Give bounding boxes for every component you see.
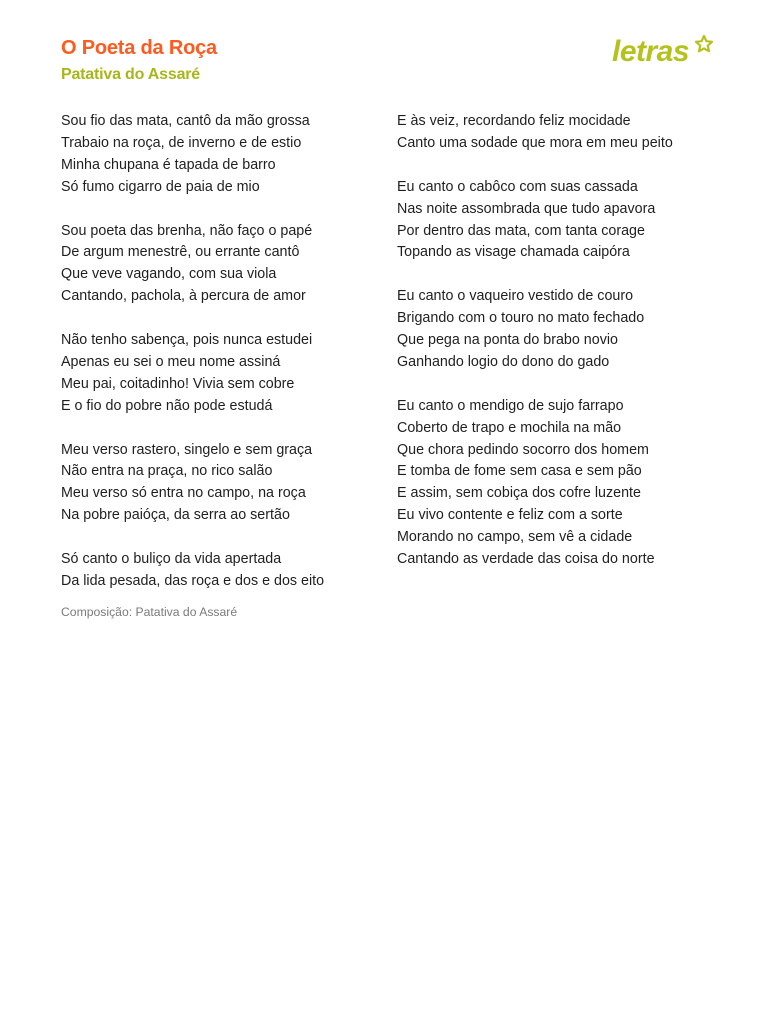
lyrics-line: Apenas eu sei o meu nome assiná <box>61 353 281 370</box>
lyrics-line: Por dentro das mata, com tanta corage <box>397 222 645 239</box>
lyrics-line: Que chora pedindo socorro dos homem <box>397 441 649 458</box>
lyrics-line: Não entra na praça, no rico salão <box>61 463 273 480</box>
lyrics-line: Eu vivo contente e feliz com a sorte <box>397 507 623 524</box>
lyrics-line: Coberto de trapo e mochila na mão <box>397 419 622 436</box>
lyrics-stanza <box>61 330 381 418</box>
lyrics-line: Brigando com o touro no mato fechado <box>397 310 645 327</box>
lyrics-line: Canto uma sodade que mora em meu peito <box>397 134 673 151</box>
lyrics-stanza <box>61 111 381 199</box>
lyrics-stanza <box>397 286 737 374</box>
lyrics-left-column <box>61 111 381 615</box>
lyrics-line: Eu canto o vaqueiro vestido de couro <box>397 288 634 305</box>
lyrics-right-column <box>397 111 737 593</box>
letras-logo-icon <box>610 30 714 70</box>
composition-credit: Composição: Patativa do Assaré <box>61 605 238 619</box>
lyrics-line: Só fumo cigarro de paia de mio <box>61 178 260 195</box>
lyrics-stanza <box>61 440 381 528</box>
lyrics-line: Sou poeta das brenha, não faço o papé <box>61 222 313 239</box>
lyrics-line: Sou fio das mata, cantô da mão grossa <box>61 113 310 129</box>
lyrics-line: E às veiz, recordando feliz mocidade <box>397 113 631 129</box>
svg-text:letras: letras <box>612 35 690 68</box>
lyrics-line: Meu pai, coitadinho! Vivia sem cobre <box>61 375 295 392</box>
lyrics-line: Que pega na ponta do brabo novio <box>397 332 618 349</box>
lyrics-line: E o fio do pobre não pode estudá <box>61 397 273 414</box>
lyrics-line: Morando no campo, sem vê a cidade <box>397 529 633 546</box>
lyrics-line: Eu canto o mendigo de sujo farrapo <box>397 397 624 414</box>
lyrics-line: Ganhando logio do dono do gado <box>397 353 610 370</box>
song-artist: Patativa do Assaré <box>61 66 200 83</box>
lyrics-line: Cantando as verdade das coisa do norte <box>397 551 655 568</box>
lyrics-line: Nas noite assombrada que tudo apavora <box>397 200 656 217</box>
lyrics-line: Topando as visage chamada caipóra <box>397 244 630 261</box>
lyrics-line: Eu canto o cabôco com suas cassada <box>397 178 638 195</box>
lyrics-line: Cantando, pachola, à percura de amor <box>61 288 306 305</box>
lyrics-line: Meu verso rastero, singelo e sem graça <box>61 441 313 458</box>
lyrics-stanza <box>397 396 737 571</box>
lyrics-line: Meu verso só entra no campo, na roça <box>61 485 306 502</box>
lyrics-line: Na pobre paióça, da serra ao sertão <box>61 507 290 524</box>
lyrics-stanza <box>397 111 737 155</box>
lyrics-stanza <box>397 177 737 265</box>
lyrics-line: Só canto o buliço da vida apertada <box>61 551 282 568</box>
lyrics-line: E tomba de fome sem casa e sem pão <box>397 463 642 480</box>
letras-logo <box>610 30 714 70</box>
lyrics-line: Não tenho sabença, pois nunca estudei <box>61 332 313 349</box>
lyrics-stanza <box>61 221 381 309</box>
lyrics-line: Trabaio na roça, de inverno e de estio <box>61 134 302 151</box>
lyrics-stanza <box>61 549 381 593</box>
lyrics-line: Minha chupana é tapada de barro <box>61 156 276 173</box>
lyrics-line: De argum menestrê, ou errante cantô <box>61 244 300 261</box>
lyrics-line: Da lida pesada, das roça e dos e dos eito <box>61 572 325 589</box>
song-title: O Poeta da Roça <box>61 37 217 59</box>
lyrics-line: Que veve vagando, com sua viola <box>61 266 277 283</box>
lyrics-line: E assim, sem cobiça dos cofre luzente <box>397 485 641 502</box>
